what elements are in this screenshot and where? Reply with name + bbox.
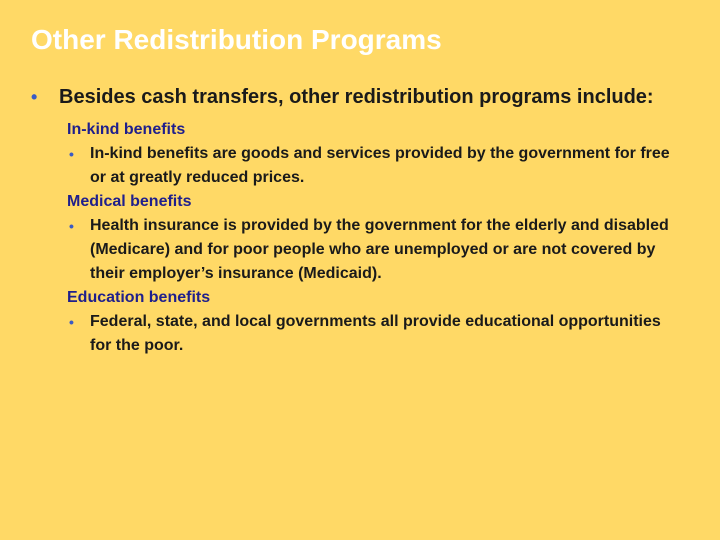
bullet-marker-icon: • [69, 146, 74, 162]
sub-bullet-in-kind [67, 142, 685, 190]
slide-title: Other Redistribution Programs [31, 24, 442, 55]
bullet-marker-icon: • [69, 218, 74, 234]
intro-text: Besides cash transfers, other redistribution programs include: [59, 86, 654, 108]
section-heading-in-kind: In-kind benefits [67, 121, 186, 138]
section-education [67, 286, 691, 358]
bullet-marker-icon: • [31, 87, 38, 107]
content-area [31, 84, 691, 358]
bullet-marker-icon: • [69, 314, 74, 330]
sub-bullet-medical [67, 214, 685, 286]
section-in-kind [67, 118, 691, 190]
section-heading-medical: Medical benefits [67, 193, 192, 210]
sub-bullet-education [67, 310, 685, 358]
section-medical [67, 190, 691, 286]
section-heading-education: Education benefits [67, 289, 211, 306]
sub-bullet-text: Health insurance is provided by the government for the elderly and disabled (Medicare) and for poor people who are unemployed or are not covered by their employer’s insurance (Medicaid). [90, 217, 669, 282]
sub-bullet-text: Federal, state, and local governments all provide educational opportunities for the poor. [90, 313, 661, 354]
intro-bullet [31, 84, 691, 110]
sub-bullet-text: In-kind benefits are goods and services provided by the government for free or at greatly reduced prices. [90, 145, 670, 186]
